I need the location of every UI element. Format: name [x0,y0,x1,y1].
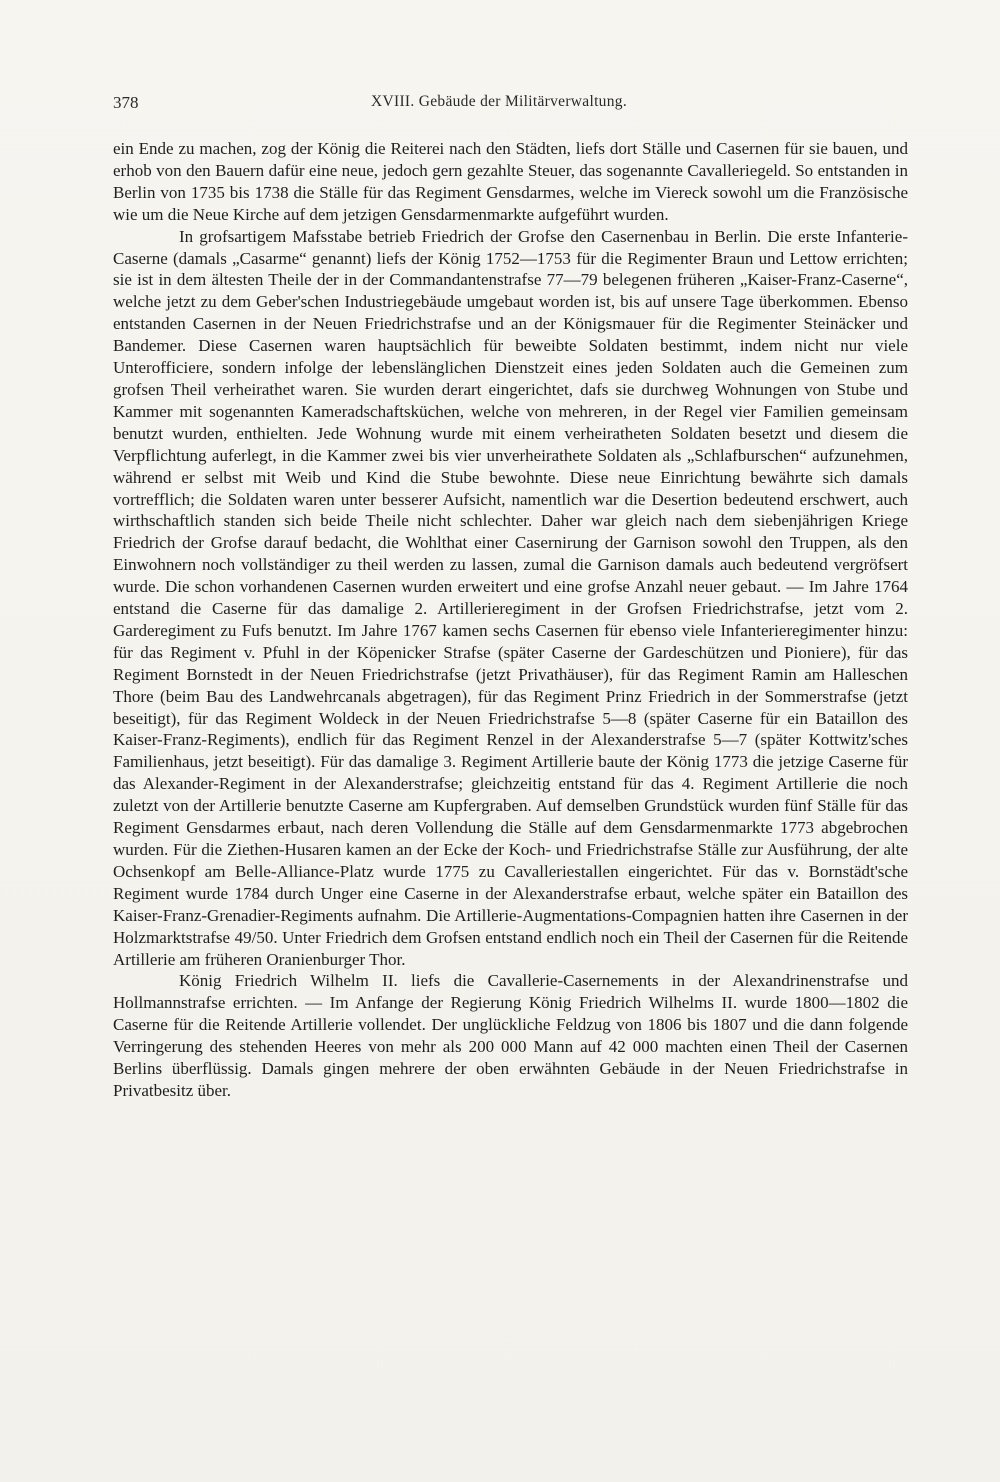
body-text [113,138,908,1102]
paragraph-3: König Friedrich Wilhelm II. liefs die Cavallerie-Casernements in der Alexandrinenstrafse und Hollmannstrafse errichten. — Im Anfange der Regierung König Friedrich Wilhelms II. wurde 1800—1802 die Caserne für die Reitende Artillerie vollendet. Der unglückliche Feldzug von 1806 bis 1807 und die dann folgende Verringerung des stehenden Heeres von mehr als 200 000 Mann auf 42 000 machten einen Theil der Casernen Berlins überflüssig. Damals gingen mehrere der oben erwähnten Gebäude in der Neuen Friedrichstrafse in Privatbesitz über. [113,971,908,1100]
page-header [113,93,908,119]
paragraph-1: ein Ende zu machen, zog der König die Reiterei nach den Städten, liefs dort Ställe und Casernen für sie bauen, und erhob von den Bauern dafür eine neue, jedoch gern gezahlte Steuer, das sogenannte Cavalleriegeld. So entstanden in Berlin von 1735 bis 1738 die Ställe für das Regiment Gensdarmes, welche im Viereck sowohl um die Französische wie um die Neue Kirche auf dem jetzigen Gensdarmenmarkte aufgeführt wurden. [113,139,908,224]
page-number: 378 [113,93,139,112]
running-title: XVIII. Gebäude der Militärverwaltung. [371,93,627,110]
paragraph-2: In grofsartigem Mafsstabe betrieb Friedrich der Grofse den Casernenbau in Berlin. Die erste Infanterie-Caserne (damals „Casarme“ genannt) liefs der König 1752—1753 für die Regimenter Braun und Lettow errichten; sie ist in dem ältesten Theile der in der Commandantenstrafse 77—79 belegenen früheren „Kaiser-Franz-Caserne“, welche jetzt zu dem Geber'schen Industriegebäude umgebaut worden ist, bis auf unsere Tage überkommen. Ebenso entstanden Casernen in der Neuen Friedrichstrafse und an der Königsmauer für die Regimenter Steinäcker und Bandemer. Diese Casernen waren hauptsächlich für beweibte Soldaten bestimmt, indem nicht nur viele Unterofficiere, sondern infolge der lebenslänglichen Dienstzeit eines jeden Soldaten auch die Gemeinen zum grofsen Theil verheirathet waren. Sie wurden derart eingerichtet, dafs sie durchweg Wohnungen von Stube und Kammer mit sogenannten Kameradschaftsküchen, welche von mehreren, in der Regel vier Familien gemeinsam benutzt wurden, enthielten. Jede Wohnung wurde mit einem verheiratheten Soldaten besetzt und diesem die Verpflichtung auferlegt, in die Kammer zwei bis vier unverheirathete Soldaten als „Schlafburschen“ aufzunehmen, während er selbst mit Weib und Kind die Stube bewohnte. Diese neue Einrichtung bewährte sich damals vortrefflich; die Soldaten waren unter besserer Aufsicht, namentlich war die Desertion bedeutend erschwert, auch wirthschaftlich standen sich beide Theile nicht schlechter. Daher war gleich nach dem siebenjährigen Kriege Friedrich der Grofse darauf bedacht, die Wohlthat einer Casernirung der Garnison sowohl den Truppen, als den Einwohnern noch vollständiger zu theil werden zu lassen, zumal die Garnison damals auch bedeutend vergröfsert wurde. Die schon vorhandenen Casernen wurden erweitert und eine grofse Anzahl neuer gebaut. — Im Jahre 1764 entstand die Caserne für das damalige 2. Artillerieregiment in der Grofsen Friedrichstrafse, jetzt vom 2. Garderegiment zu Fufs benutzt. Im Jahre 1767 kamen sechs Casernen für ebenso viele Infanterieregimenter hinzu: für das Regiment v. Pfuhl in der Köpenicker Strafse (später Caserne der Gardeschützen und Pioniere), für das Regiment Bornstedt in der Neuen Friedrichstrafse (jetzt Privathäuser), für das Regiment Ramin am Halleschen Thore (beim Bau des Landwehrcanals abgetragen), für das Regiment Prinz Friedrich in der Sommerstrafse (jetzt beseitigt), für das Regiment Woldeck in der Neuen Friedrichstrafse 5—8 (später Caserne für ein Bataillon des Kaiser-Franz-Regiments), endlich für das Regiment Renzel in der Alexanderstrafse 5—7 (später Kottwitz'sches Familienhaus, jetzt beseitigt). Für das damalige 3. Regiment Artillerie baute der König 1773 die jetzige Caserne für das Alexander-Regiment in der Alexanderstrafse; gleichzeitig entstand für das 4. Regiment Artillerie die noch zuletzt von der Artillerie benutzte Caserne am Kupfergraben. Auf demselben Grundstück wurden fünf Ställe für das Regiment Gensdarmes erbaut, nach deren Vollendung die Ställe auf dem Gensdarmenmarkte 1773 abgebrochen wurden. Für die Ziethen-Husaren kamen an der Ecke der Koch- und Friedrichstrafse Ställe zur Ausführung, der alte Ochsenkopf am Belle-Alliance-Platz wurde 1775 zu Cavalleriestallen eingerichtet. Für das v. Bornstädt'sche Regiment wurde 1784 durch Unger eine Caserne in der Alexanderstrafse erbaut, welche später ein Bataillon des Kaiser-Franz-Grenadier-Regiments aufnahm. Die Artillerie-Augmentations-Compagnien hatten ihre Casernen in der Holzmarktstrafse 49/50. Unter Friedrich dem Grofsen entstand endlich noch ein Theil der Casernen für die Reitende Artillerie am früheren Oranienburger Thor. [113,226,908,969]
